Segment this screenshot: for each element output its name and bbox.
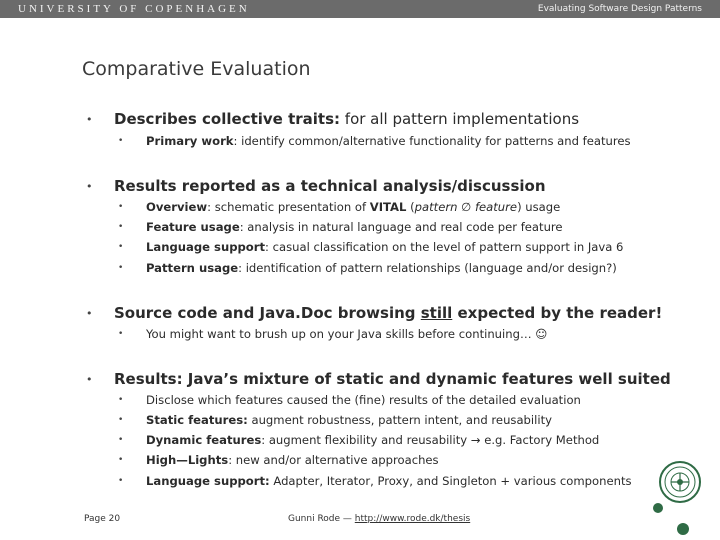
sub-bold: Primary work bbox=[146, 134, 234, 148]
sub-bold: Language support: bbox=[146, 474, 270, 488]
sub-rest: : identification of pattern relationships (language and/or design?) bbox=[238, 261, 617, 275]
sub-bold: Static features: bbox=[146, 413, 248, 427]
bullet-dot-icon: • bbox=[118, 415, 124, 425]
bullet-4-sub-5 bbox=[146, 474, 632, 488]
vital-label: VITAL bbox=[369, 200, 407, 214]
bullet-dot-icon: • bbox=[118, 222, 124, 232]
feature-term: feature bbox=[474, 200, 518, 214]
sub-rest: : casual classification on the level of pattern support in Java 6 bbox=[265, 240, 624, 254]
bullet-4-sub-3 bbox=[146, 433, 599, 447]
university-seal-icon bbox=[658, 460, 702, 504]
bullet-dot-icon: • bbox=[118, 455, 124, 465]
bullet-3-bold-a: Source code and Java.Doc browsing bbox=[114, 304, 421, 322]
author-text: Gunni Rode — bbox=[288, 514, 355, 524]
bullet-2-sub-4 bbox=[146, 261, 617, 275]
bullet-1 bbox=[114, 110, 579, 128]
bullet-3-sub-1 bbox=[146, 327, 547, 341]
seal-dot-icon bbox=[676, 522, 690, 536]
sub-rest: Disclose which features caused the (fine) results of the detailed evaluation bbox=[146, 393, 581, 407]
bullet-4-sub-1 bbox=[146, 393, 581, 407]
bullet-4-sub-4 bbox=[146, 453, 439, 467]
bullet-1-sub-1 bbox=[146, 134, 631, 148]
emphasis-still: still bbox=[420, 304, 453, 322]
seal-dot-icon bbox=[652, 502, 664, 514]
bullet-dot-icon: • bbox=[118, 136, 124, 146]
sub-bold: High—Lights bbox=[146, 453, 229, 467]
university-name: UNIVERSITY OF COPENHAGEN bbox=[18, 3, 250, 15]
relation-symbol-icon: ∅ bbox=[457, 200, 475, 214]
bullet-dot-icon: • bbox=[86, 373, 93, 386]
bullet-dot-icon: • bbox=[86, 180, 93, 193]
sub-rest: : analysis in natural language and real code per feature bbox=[239, 220, 563, 234]
bullet-1-rest: for all pattern implementations bbox=[340, 110, 580, 128]
bullet-4-rest: Java’s mixture of static and dynamic features well suited bbox=[182, 370, 671, 388]
sub-rest: Adapter, Iterator, Proxy, and Singleton + various components bbox=[269, 474, 632, 488]
bullet-dot-icon: • bbox=[118, 263, 124, 273]
bullet-3-bold-b: expected by the reader! bbox=[452, 304, 663, 322]
course-title: Evaluating Software Design Patterns bbox=[537, 4, 702, 14]
thesis-link[interactable]: http://www.rode.dk/thesis bbox=[354, 514, 471, 524]
sub-rest: ( bbox=[406, 200, 415, 214]
sub-rest: : identify common/alternative functionality for patterns and features bbox=[233, 134, 631, 148]
bullet-4-bold: Results: bbox=[114, 370, 183, 388]
sub-bold: Dynamic features bbox=[146, 433, 262, 447]
bullet-dot-icon: • bbox=[118, 202, 124, 212]
bullet-2-sub-2 bbox=[146, 220, 563, 234]
sub-rest: : schematic presentation of bbox=[207, 200, 370, 214]
bullet-dot-icon: • bbox=[86, 307, 93, 320]
bullet-2-sub-3 bbox=[146, 240, 623, 254]
bullet-dot-icon: • bbox=[118, 242, 124, 252]
bullet-dot-icon: • bbox=[118, 435, 124, 445]
sub-rest: : augment flexibility and reusability → e.g. Factory Method bbox=[261, 433, 600, 447]
header-bar bbox=[0, 0, 720, 18]
bullet-dot-icon: • bbox=[86, 113, 93, 126]
sub-bold: Overview bbox=[146, 200, 208, 214]
bullet-4 bbox=[114, 370, 671, 388]
slide-title: Comparative Evaluation bbox=[82, 58, 311, 80]
bullet-2-bold: Results reported as a technical analysis/discussion bbox=[114, 177, 546, 195]
sub-bold: Language support bbox=[146, 240, 266, 254]
bullet-dot-icon: • bbox=[118, 395, 124, 405]
sub-bold: Pattern usage bbox=[146, 261, 239, 275]
sub-rest: augment robustness, pattern intent, and reusability bbox=[247, 413, 552, 427]
page-number: Page 20 bbox=[84, 514, 121, 524]
bullet-4-sub-2 bbox=[146, 413, 552, 427]
bullet-dot-icon: • bbox=[118, 476, 124, 486]
sub-rest: ) usage bbox=[517, 200, 561, 214]
bullet-dot-icon: • bbox=[118, 329, 124, 339]
sub-rest: You might want to brush up on your Java skills before continuing… ☺ bbox=[146, 327, 548, 341]
pattern-term: pattern bbox=[414, 200, 458, 214]
bullet-2 bbox=[114, 177, 546, 195]
bullet-3 bbox=[114, 304, 662, 322]
footer-author bbox=[288, 514, 470, 524]
bullet-1-bold: Describes collective traits: bbox=[114, 110, 341, 128]
sub-rest: : new and/or alternative approaches bbox=[228, 453, 439, 467]
bullet-2-sub-1 bbox=[146, 200, 560, 214]
sub-bold: Feature usage bbox=[146, 220, 240, 234]
